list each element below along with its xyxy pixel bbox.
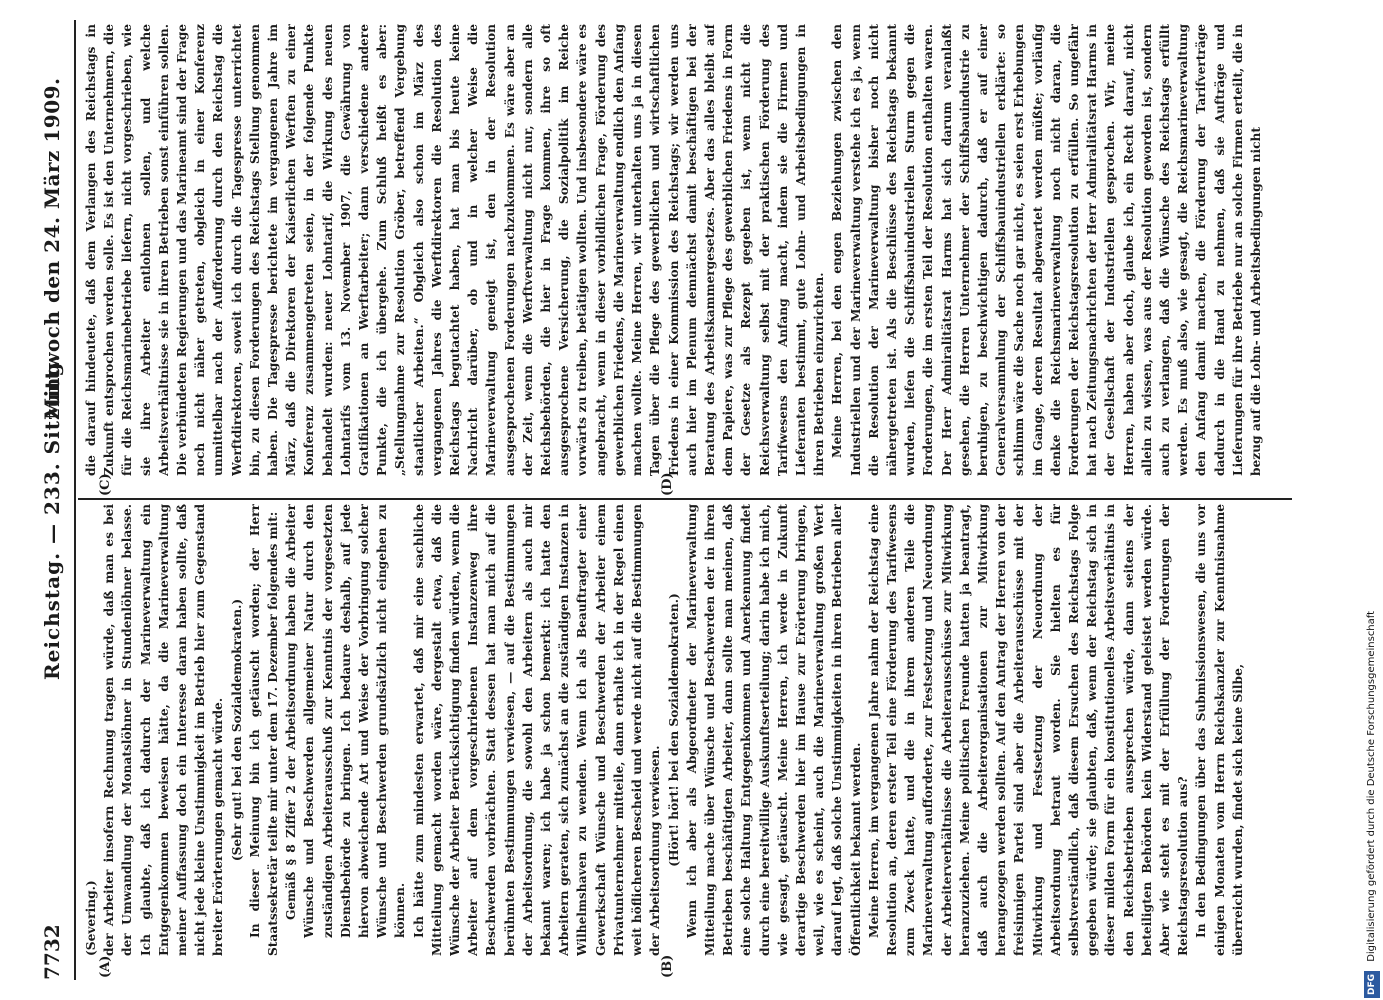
running-header [40,20,76,980]
paragraph: Meine Herren, bei den engen Beziehungen zwischen den Industriellen und der Marineverwaltung verstehe ich es ja, wenn die Resolution der Marineverwaltung bisher noch nicht nähergetreten ist. Als die Beschlüsse des Reichstags bekannt wurden, liefen die Schiffsbauindustriellen Sturm gegen die Forderungen, die im ersten Teil der Resolution enthalten waren. Der Herr Admiralitätsrat Harms hat sich darum veranlaßt gesehen, die Herren Unternehmer der Schiffsbauindustrie zu beruhigen, zu beschwichtigen dadurch, daß er auf einer Generalversammlung der Schiffsbauindustriellen erklärte: so schlimm wäre die Sache noch gar nicht, es seien erst Erhebungen im Gange, deren Resultat abgewartet werden müßte; vorläufig denke die Reichsmarineverwaltung noch nicht daran, die Forderungen der Reichstagsresolution zu erfüllen. So ungefähr hat nach Zeitungsnachrichten der Herr Admiralitätsrat Harms in der Gesellschaft der Industriellen gesprochen. Wir, meine Herren, haben aber doch, glaube ich, ein Recht darauf, nicht allein zu wissen, was aus der Resolution geworden ist, sondern auch zu verlangen, daß die Wünsche des Reichstags erfüllt werden. Es muß also, wie gesagt, die Reichsmarineverwaltung den Anfang damit machen, die Förderung der Tarifverträge dadurch in die Hand zu nehmen, daß sie Aufträge und Lieferungen für ihre Betriebe nur an solche Firmen erteilt, die in bezug auf die Lohn- und Arbeitsbedingungen nicht [830,24,1263,476]
paragraph: In den Bedingungen über das Submissionswesen, die uns vor einigen Monaten vom Herrn Reichskanzler zur Kenntnisnahme überreicht wurden, findet sich keine Silbe, [1194,504,1245,956]
paragraph: die darauf hindeutete, daß dem Verlangen des Reichstags in Zukunft entsprochen werden solle. Es ist den Unternehmern, die für die Reichsmarinebetriebe liefern, nicht vorgeschrieben, wie sie ihre Arbeiter entlohnen sollen, und welche Arbeitsverhältnisse sie in ihren Betrieben sonst einführen sollen. Die verbündeten Regierungen und das Marineamt sind der Frage noch nicht näher getreten, obgleich in einer Konferenz unmittelbar nach der Aufforderung durch den Reichstag die Werftdirektoren, soweit ich durch die Tagespresse unterrichtet bin, zu diesen Forderungen des Reichstags Stellung genommen haben. Die Tagespresse berichtete im vergangenen Jahre im März, daß die Direktoren der Kaiserlichen Werften zu einer Konferenz zusammengetreten seien, in der folgende Punkte behandelt wurden: neuer Lohntarif, die Wirkung des neuen Lohntarifs vom 13. November 1907, die Gewährung von Gratifikationen an Werftarbeiter; dann verschiedene andere Punkte, die ich übergehe. Zum Schluß heißt es aber: „Stellungnahme zur Resolution Gröber, betreffend Vergebung staatlicher Arbeiten.“ Obgleich also schon im März des vergangenen Jahres die Werftdirektoren die Resolution des Reichstags begutachtet haben, hat man bis heute keine Nachricht darüber, ob und in welcher Weise die Marineverwaltung geneigt ist, den in der Resolution ausgesprochenen Forderungen nachzukommen. Es wäre aber an der Zeit, wenn die Werftverwaltung nicht nur, sondern alle Reichsbehörden, die hier in Frage kommen, ihre so oft ausgesprochene Versicherung, die Sozialpolitik im Reiche vorwärts zu treiben, betätigen wollten. Und insbesondere wäre es angebracht, wenn in dieser vorbildlichen Frage, Förderung des gewerblichen Friedens, die Marineverwaltung endlich den Anfang machen wollte. Meine Herren, wir unterhalten uns ja in diesen Tagen über die Pflege des gewerblichen und wirtschaftlichen Friedens in einer Kommission des Reichstags; wir werden uns auch hier im Plenum demnächst damit beschäftigen bei der Beratung des Arbeitskammergesetzes. Aber das alles bleibt auf dem Papiere, was zur Pflege des gewerblichen Friedens in Form der Gesetze als Rezept gegeben ist, wenn nicht die Reichsverwaltung selbst mit der praktischen Förderung des Tarifwesens den Anfang macht, indem sie die Firmen und Lieferanten bestimmt, gute Lohn- und Arbeitsbedingungen in ihren Betrieben einzurichten. [84,24,827,476]
session-date: Mittwoch den 24. März 1909. [40,77,64,420]
credit-text: Digitalisierung gefördert durch die Deutsche Forschungsgemeinschaft [1366,610,1377,962]
page-number: 7732 [40,924,64,980]
right-column [82,24,1296,476]
margin-marker-a: (A) [98,955,113,978]
paragraph: der Arbeiter insofern Rechnung tragen würde, daß man es bei der Umwandlung der Monatslöhner in Stundenlöhner belasse. Ich glaubte, daß ich dadurch der Marineverwaltung ein Entgegenkommen beweisen hätte, da die Marineverwaltung meiner Auffassung doch ein Interesse daran haben sollte, daß nicht jede kleine Unstimmigkeit im Betrieb hier zum Gegenstand breiter Erörterungen gemacht würde. [102,504,226,956]
margin-marker-d: (D) [660,472,675,496]
paragraph: Ich hätte zum mindesten erwartet, daß mir eine sachliche Mitteilung gemacht worden wäre, dergestalt etwa, daß die Wünsche der Arbeiter Berücksichtigung finden würden, wenn die Arbeiter auf dem vorgeschriebenen Instanzenweg ihre Beschwerden vorbrächten. Statt dessen hat man mich auf die berühmten Bestimmungen verwiesen, — auf die Bestimmungen der Arbeitsordnung, die sowohl den Arbeitern als auch mir bekannt waren; ich habe ja schon bemerkt: ich hatte den Arbeitern geraten, sich zunächst an die zuständigen Instanzen in Wilhelmshaven zu wenden. Wenn ich als Beauftragter einer Gewerkschaft Wünsche und Beschwerden der Arbeiter einem Privatunternehmer mitteile, dann erhalte ich in der Regel einen weit höflicheren Bescheid und werde nicht auf die Bestimmungen der Arbeitsordnung verwiesen. [411,504,663,956]
column-divider [78,498,1292,500]
paragraph: In dieser Meinung bin ich getäuscht worden; der Herr Staatssekretär teilte mir unter dem 17. Dezember folgendes mit: [247,504,281,956]
header-rule [74,20,76,980]
paragraph: Meine Herren, im vergangenen Jahre nahm der Reichstag eine Resolution an, deren erster Teil eine Förderung des Tarifwesens zum Zweck hatte, und die in ihrem anderen Teile die Marineverwaltung aufforderte, zur Festsetzung und Neuordnung der Arbeiterverhältnisse die Arbeiterausschüsse zur Mitwirkung heranzuziehen. Meine politischen Freunde hatten ja beantragt, daß auch die Arbeiterorganisationen zur Mitwirkung herangezogen werden sollten. Auf den Antrag der Herren von der freisinnigen Partei sind aber die Arbeiterausschüsse mit der Mitwirkung und Festsetzung der Neuordnung der Arbeitsordnung betraut worden. Sie hielten es für selbstverständlich, daß diesem Ersuchen des Reichstags Folge gegeben würde; sie glaubten, daß, wenn der Reichstag sich in dieser milden Form für ein konstitutionelles Arbeitsverhältnis in den Reichsbetrieben aussprechen würde, dann seitens der beteiligten Behörden kein Widerstand geleistet werden würde. Aber wie steht es mit der Erfüllung der Forderungen der Reichstagsresolution aus? [866,504,1191,956]
quotation: Gemäß § 8 Ziffer 2 der Arbeitsordnung haben die Arbeiter Wünsche und Beschwerden allgemeiner Natur durch den zuständigen Arbeiterausschuß zur Kenntnis der vorgesetzten Dienstbehörde zu bringen. Ich bedaure deshalb, auf jede hiervon abweichende Art und Weise der Vorbringung solcher Wünsche und Beschwerden grundsätzlich nicht eingehen zu können. [284,504,408,938]
speaker-label: (Severing.) [84,880,98,956]
margin-marker-c: (C) [98,473,113,496]
margin-marker-b: (B) [660,954,675,978]
interjection: (Hört! hört! bei den Sozialdemokraten.) [666,593,681,867]
session-title: Reichstag. — 233. Sitzung. [40,353,64,680]
left-column [82,504,1296,956]
dfg-logo: DFG [1364,971,1380,998]
interjection: (Sehr gut! bei den Sozialdemokraten.) [229,598,244,862]
digitization-credit [1364,8,1380,998]
paragraph: Wenn ich aber als Abgeordneter der Marineverwaltung Mitteilung mache über Wünsche und Beschwerden der in ihren Betrieben beschäftigten Arbeiter, dann sollte man meinen, daß eine solche Haltung Entgegenkommen und Anerkennung findet durch eine bereitwillige Auskunftserteilung; darin habe ich mich, wie gesagt, getäuscht. Meine Herren, ich werde in Zukunft derartige Beschwerden hier im Hause zur Erörterung bringen, weil, wie es scheint, auch die Marineverwaltung großen Wert darauf legt, daß solche Unstimmigkeiten in ihren Betrieben aller Öffentlichkeit bekannt werden. [684,504,863,956]
